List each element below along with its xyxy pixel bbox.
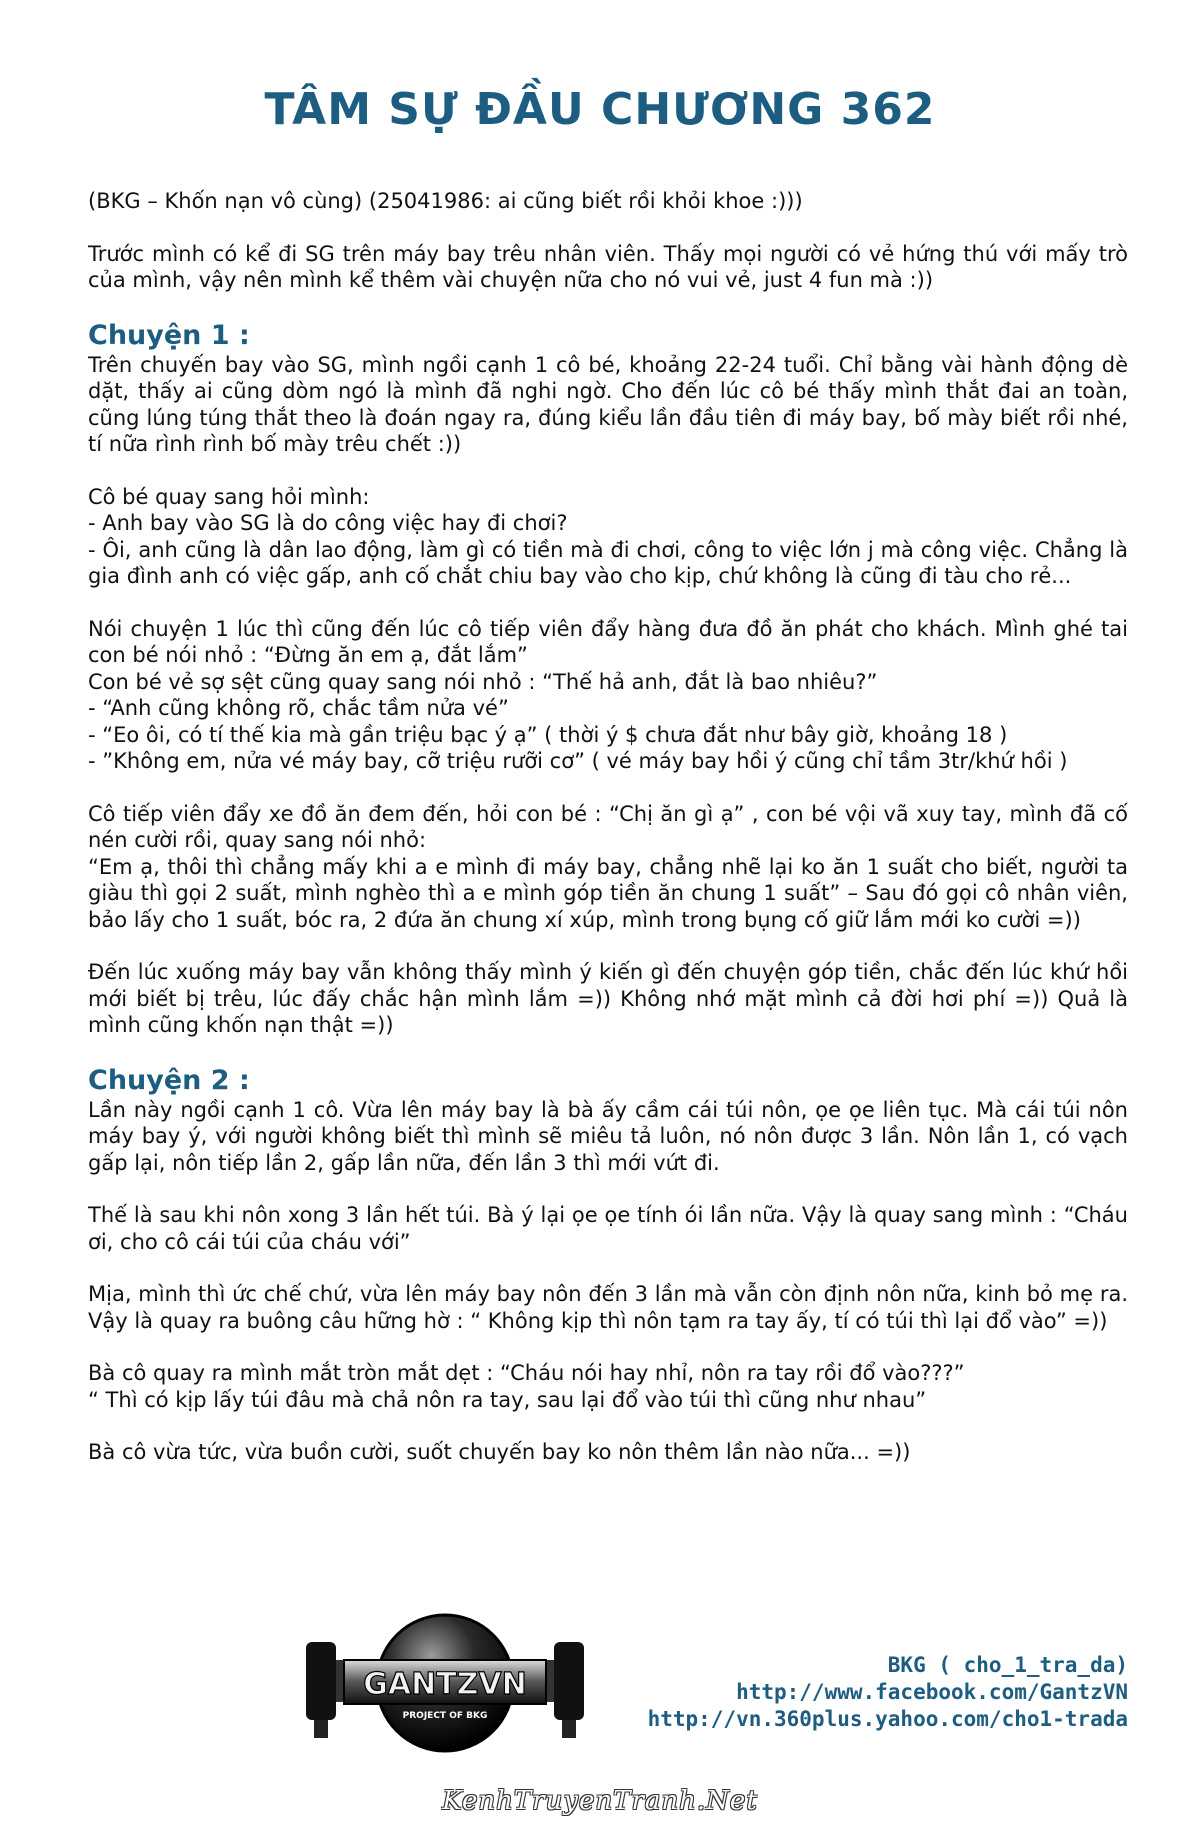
dialogue-line: “ Thì có kịp lấy túi đâu mà chả nôn ra tay, sau lại đổ vào túi thì cũng như nhau”: [88, 1387, 927, 1412]
credits: [648, 1652, 1128, 1733]
story-2-paragraph: Lần này ngồi cạnh 1 cô. Vừa lên máy bay là bà ấy cầm cái túi nôn, ọe ọe liên tục. Mà cái túi nôn máy bay ý, với người không biết thì mình sẽ miêu tả luôn, nó nôn được 3 lần. Nôn lần 1, có vạch gấp lại, nôn tiếp lần 2, gấp lần nữa, đến lần 3 thì mới vứt đi.: [88, 1097, 1128, 1175]
story-1-dialogue: [88, 484, 1128, 590]
story-2-paragraph: Thế là sau khi nôn xong 3 lần hết túi. Bà ý lại ọe ọe tính ói lần nữa. Vậy là quay sang mình : “Cháu ơi, cho cô cái túi của cháu với”: [88, 1203, 1128, 1254]
story-1-paragraph: Trên chuyến bay vào SG, mình ngồi cạnh 1 cô bé, khoảng 22-24 tuổi. Chỉ bằng vài hành động dè dặt, thấy ai cũng dòm ngó là mình đã nghi ngờ. Cho đến lúc cô bé thấy mình thắt đai an toàn, cũng lúng túng thắt theo là đoán ngay ra, đúng kiểu lần đầu tiên đi máy bay, bố mày biết rồi nhé, tí nữa rình rình bố mày trêu chết :)): [88, 352, 1128, 456]
dialogue-line: Nói chuyện 1 lúc thì cũng đến lúc cô tiếp viên đẩy hàng đưa đồ ăn phát cho khách. Mình ghé tai con bé nói nhỏ : “Đừng ăn em ạ, đắt lắm”: [88, 616, 1128, 667]
dialogue-line: - “Eo ôi, có tí thế kia mà gần triệu bạc ý ạ” ( thời ý $ chưa đắt như bây giờ, khoảng 18 ): [88, 722, 1008, 747]
story-2-paragraph: Mịa, mình thì ức chế chứ, vừa lên máy bay nôn đến 3 lần mà vẫn còn định nôn nữa, kinh bỏ mẹ ra. Vậy là quay ra buông câu hững hờ : “ Không kịp thì nôn tạm ra tay ấy, tí có túi thì lại đổ vào” =)): [88, 1282, 1128, 1333]
logo-tagline-text: PROJECT OF BKG: [402, 1711, 488, 1721]
story-2-dialogue: [88, 1360, 1128, 1413]
intro-paragraph: Trước mình có kể đi SG trên máy bay trêu nhân viên. Thấy mọi người có vẻ hứng thú với mấy trò của mình, vậy nên mình kể thêm vài chuyện nữa cho nó vui vẻ, just 4 fun mà :)): [88, 241, 1128, 292]
credit-facebook-link[interactable]: http://www.facebook.com/GantzVN: [736, 1680, 1128, 1704]
intro-paragraph: (BKG – Khốn nạn vô cùng) (25041986: ai cũng biết rồi khỏi khoe :))): [88, 189, 803, 213]
dialogue-line: - ”Không em, nửa vé máy bay, cỡ triệu rưỡi cơ” ( vé máy bay hồi ý cũng chỉ tầm 3tr/khứ hồi ): [88, 749, 1068, 773]
watermark: KenhTruyenTranh.Net: [442, 1786, 758, 1816]
page-title: TÂM SỰ ĐẦU CHƯƠNG 362: [264, 84, 936, 135]
dialogue-line: Cô tiếp viên đẩy xe đồ ăn đem đến, hỏi con bé : “Chị ăn gì ạ” , con bé vội vã xuy tay, mình đã cố nén cười rồi, quay sang nói nhỏ:: [88, 801, 1128, 852]
gantzvn-logo: [300, 1608, 590, 1758]
credit-yahoo-link[interactable]: http://vn.360plus.yahoo.com/cho1-trada: [647, 1707, 1128, 1731]
story-2-paragraph: Bà cô vừa tức, vừa buồn cười, suốt chuyến bay ko nôn thêm lần nào nữa... =)): [88, 1440, 911, 1464]
dialogue-line: Cô bé quay sang hỏi mình:: [88, 484, 370, 509]
dialogue-line: Bà cô quay ra mình mắt tròn mắt dẹt : “Cháu nói hay nhỉ, nôn ra tay rồi đổ vào???”: [88, 1361, 965, 1385]
story-1-heading: Chuyện 1 :: [88, 319, 250, 351]
story-1-dialogue: [88, 801, 1128, 934]
dialogue-line: “Em ạ, thôi thì chẳng mấy khi a e mình đi máy bay, chẳng nhẽ lại ko ăn 1 suất cho biết, người ta giàu thì gọi 2 suất, mình nghèo thì a e mình góp tiền ăn chung 1 suất” – Sau đó gọi cô nhân viên, bảo lấy cho 1 suất, bóc ra, 2 đứa ăn chung xí xúp, mình trong bụng cố giữ lắm mới ko cười =)): [88, 854, 1128, 932]
credit-author: BKG ( cho_1_tra_da): [887, 1653, 1128, 1677]
story-2-heading: Chuyện 2 :: [88, 1064, 250, 1096]
story-1-dialogue: [88, 616, 1128, 775]
dialogue-line: - Anh bay vào SG là do công việc hay đi chơi?: [88, 511, 568, 535]
dialogue-line: - Ôi, anh cũng là dân lao động, làm gì có tiền mà đi chơi, công to việc lớn j mà công việc. Chẳng là gia đình anh có việc gấp, anh cố chắt chiu bay vào cho kịp, chứ không là cũng đi tàu cho rẻ...: [88, 537, 1128, 588]
story-1-paragraph: Đến lúc xuống máy bay vẫn không thấy mình ý kiến gì đến chuyện góp tiền, chắc đến lúc khứ hồi mới biết bị trêu, lúc đấy chắc hận mình lắm =)) Không nhớ mặt mình cả đời hơi phí =)) Quả là mình cũng khốn nạn thật =)): [88, 960, 1128, 1037]
dialogue-line: - “Anh cũng không rõ, chắc tầm nửa vé”: [88, 696, 509, 720]
logo-brand-text: GANTZVN: [363, 1667, 527, 1702]
dialogue-line: Con bé vẻ sợ sệt cũng quay sang nói nhỏ : “Thế hả anh, đắt là bao nhiêu?”: [88, 669, 878, 694]
article-body: [88, 188, 1128, 1492]
